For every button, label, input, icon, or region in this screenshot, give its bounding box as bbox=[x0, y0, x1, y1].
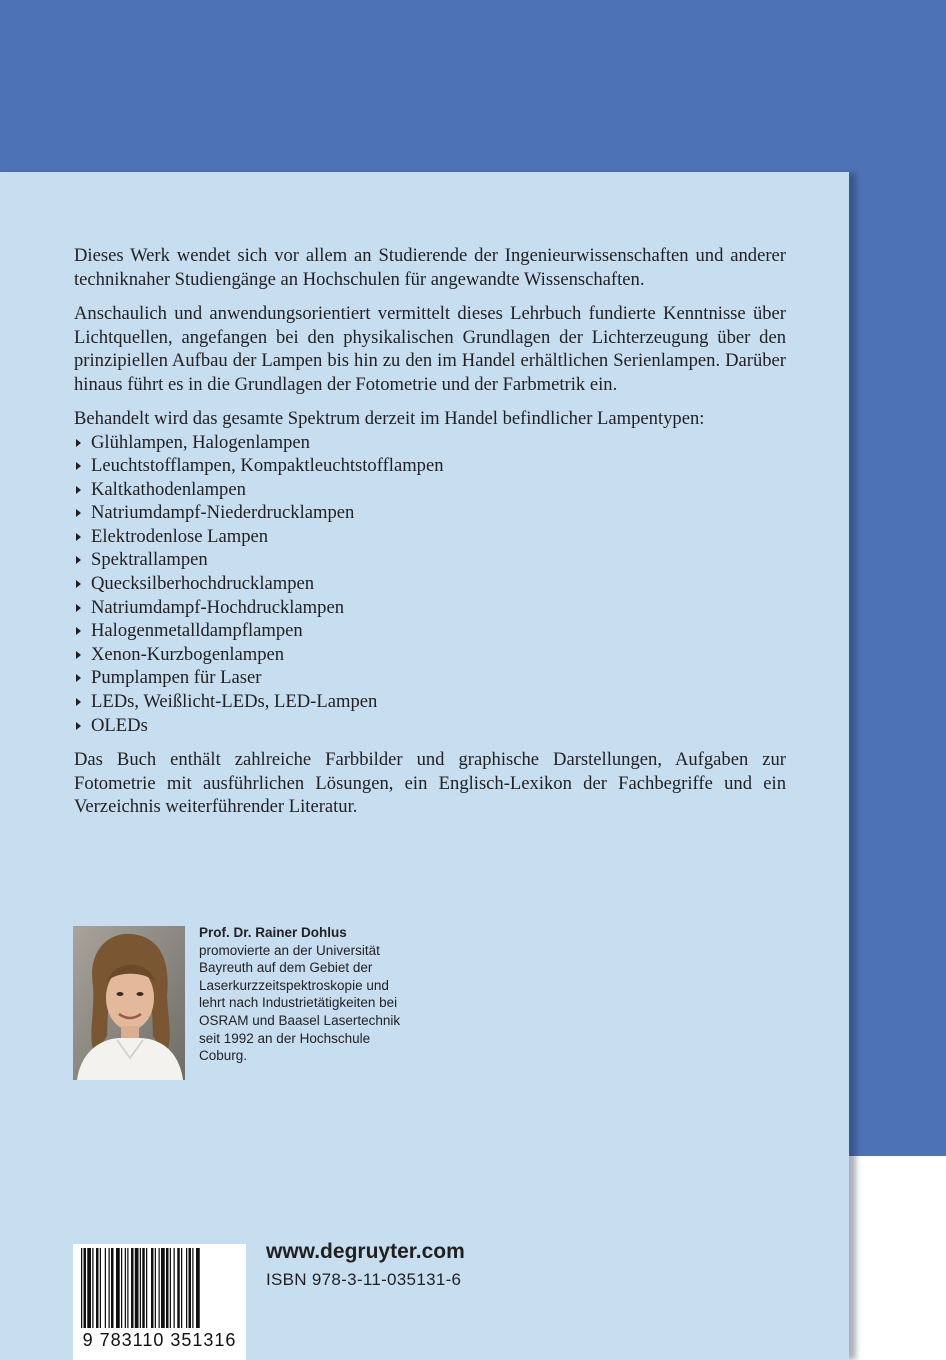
barcode-bar bbox=[127, 1248, 128, 1328]
barcode-bar bbox=[181, 1248, 182, 1328]
lamp-type-label: Natriumdampf-Niederdrucklampen bbox=[91, 502, 355, 524]
barcode-bar bbox=[121, 1248, 122, 1328]
barcode-bar bbox=[105, 1248, 106, 1328]
blurb-text bbox=[74, 244, 786, 830]
lamp-type-item bbox=[74, 714, 786, 738]
intro-paragraph-2: Anschaulich und anwendungsorientiert vermittelt dieses Lehrbuch fundierte Kenntnisse über Lichtquellen, angefangen bei den physikalischen Grundlagen der Lichterzeugung über den prinzipiellen Aufbau der Lampen bis hin zu den im Handel erhältlichen Serienlampen. Darüber hinaus führt es in die Grundlagen der Fotometrie und der Farbmetrik ein. bbox=[74, 303, 786, 395]
lamp-type-label: Glühlampen, Halogenlampen bbox=[91, 431, 310, 453]
lamp-type-label: Xenon-Kurzbogenlampen bbox=[91, 643, 285, 665]
barcode-bar bbox=[84, 1248, 87, 1328]
lamp-type-label: Spektrallampen bbox=[91, 549, 208, 571]
barcode-bar bbox=[111, 1248, 114, 1328]
barcode-bar bbox=[159, 1248, 160, 1328]
bullet-triangle-icon bbox=[76, 509, 81, 517]
author-name: Prof. Dr. Rainer Dohlus bbox=[199, 925, 347, 940]
bullet-triangle-icon bbox=[76, 604, 81, 612]
barcode-bar bbox=[161, 1248, 165, 1328]
barcode-bars bbox=[73, 1244, 246, 1332]
bullet-triangle-icon bbox=[76, 439, 81, 447]
lamp-type-item bbox=[74, 596, 786, 620]
barcode-bar bbox=[177, 1248, 180, 1328]
barcode-bar bbox=[125, 1248, 126, 1328]
author-portrait-image bbox=[73, 926, 185, 1080]
bullet-triangle-icon bbox=[76, 698, 81, 706]
bullet-triangle-icon bbox=[76, 486, 81, 494]
barcode-bar bbox=[146, 1248, 147, 1328]
bullet-triangle-icon bbox=[76, 722, 81, 730]
author-bio bbox=[199, 924, 404, 1065]
lamp-types-list bbox=[74, 431, 786, 738]
bullet-triangle-icon bbox=[76, 674, 81, 682]
barcode-bar bbox=[140, 1248, 141, 1328]
lamp-type-label: Natriumdampf-Hochdrucklampen bbox=[91, 596, 344, 618]
closing-paragraph: Das Buch enthält zahlreiche Farbbilder und graphische Darstellungen, Aufgaben zur Fotometrie mit ausführlichen Lösungen, ein Englisch-Lexikon der Fachbegriffe und ein Verzeichnis weiterführender Literatur. bbox=[74, 749, 786, 818]
barcode-bar bbox=[135, 1248, 139, 1328]
bullet-triangle-icon bbox=[76, 627, 81, 635]
lamp-type-label: LEDs, Weißlicht-LEDs, LED-Lampen bbox=[91, 691, 378, 713]
barcode-bar bbox=[186, 1248, 187, 1328]
lamp-type-item bbox=[74, 478, 786, 502]
bullet-triangle-icon bbox=[76, 462, 81, 470]
lamp-type-item bbox=[74, 619, 786, 643]
barcode-bar bbox=[92, 1248, 93, 1328]
barcode-bar bbox=[142, 1248, 145, 1328]
barcode-bar bbox=[81, 1248, 82, 1328]
lamp-type-item bbox=[74, 643, 786, 667]
bullet-triangle-icon bbox=[76, 556, 81, 564]
lamp-type-item bbox=[74, 525, 786, 549]
barcode-bar bbox=[189, 1248, 192, 1328]
barcode-bar bbox=[166, 1248, 169, 1328]
barcode-bar bbox=[151, 1248, 154, 1328]
lamp-type-label: Quecksilberhochdrucklampen bbox=[91, 573, 315, 595]
barcode-bar bbox=[196, 1248, 200, 1328]
lamp-type-item bbox=[74, 666, 786, 690]
barcode-bar bbox=[131, 1248, 134, 1328]
barcode-bar bbox=[109, 1248, 110, 1328]
lamp-type-label: Elektrodenlose Lampen bbox=[91, 525, 269, 547]
isbn-barcode bbox=[73, 1244, 246, 1360]
lamp-type-item bbox=[74, 431, 786, 455]
publisher-website[interactable]: www.degruyter.com bbox=[266, 1240, 465, 1263]
barcode-bar bbox=[192, 1248, 193, 1328]
barcode-bar bbox=[155, 1248, 156, 1328]
barcode-bar bbox=[116, 1248, 120, 1328]
lamp-type-item bbox=[74, 454, 786, 478]
lamp-type-item bbox=[74, 690, 786, 714]
barcode-bar bbox=[170, 1248, 171, 1328]
barcode-bar bbox=[87, 1248, 91, 1328]
isbn-number: ISBN 978-3-11-035131-6 bbox=[266, 1270, 462, 1289]
lamp-type-label: Pumplampen für Laser bbox=[91, 667, 262, 689]
lamp-type-label: Kaltkathodenlampen bbox=[91, 478, 246, 500]
lamp-type-item bbox=[74, 501, 786, 525]
lamp-type-item bbox=[74, 572, 786, 596]
author-photo bbox=[73, 926, 185, 1080]
lamp-type-label: Leuchtstofflampen, Kompaktleuchtstofflampen bbox=[91, 455, 444, 477]
intro-paragraph-1: Dieses Werk wendet sich vor allem an Studierende der Ingenieurwissenschaften und anderer techniknaher Studiengänge an Hochschulen für angewandte Wissenschaften. bbox=[74, 245, 786, 290]
barcode-digits: 9 783110 351316 bbox=[82, 1330, 237, 1350]
lamp-type-item bbox=[74, 548, 786, 572]
lamp-type-label: Halogenmetalldampflampen bbox=[91, 620, 303, 642]
list-intro: Behandelt wird das gesamte Spektrum derzeit im Handel befindlicher Lampentypen: bbox=[74, 408, 705, 429]
barcode-bar bbox=[174, 1248, 175, 1328]
barcode-bar bbox=[100, 1248, 101, 1328]
bullet-triangle-icon bbox=[76, 580, 81, 588]
bullet-triangle-icon bbox=[76, 533, 81, 541]
lamp-type-label: OLEDs bbox=[91, 714, 148, 736]
author-bio-text: promovierte an der Universität Bayreuth auf dem Gebiet der Laserkurzzeitspektroskopie und lehrt nach Industrietätigkeiten bei OSRAM und Baasel Lasertechnik seit 1992 an der Hochschule Coburg. bbox=[199, 942, 401, 1064]
barcode-bar bbox=[96, 1248, 99, 1328]
bullet-triangle-icon bbox=[76, 651, 81, 659]
